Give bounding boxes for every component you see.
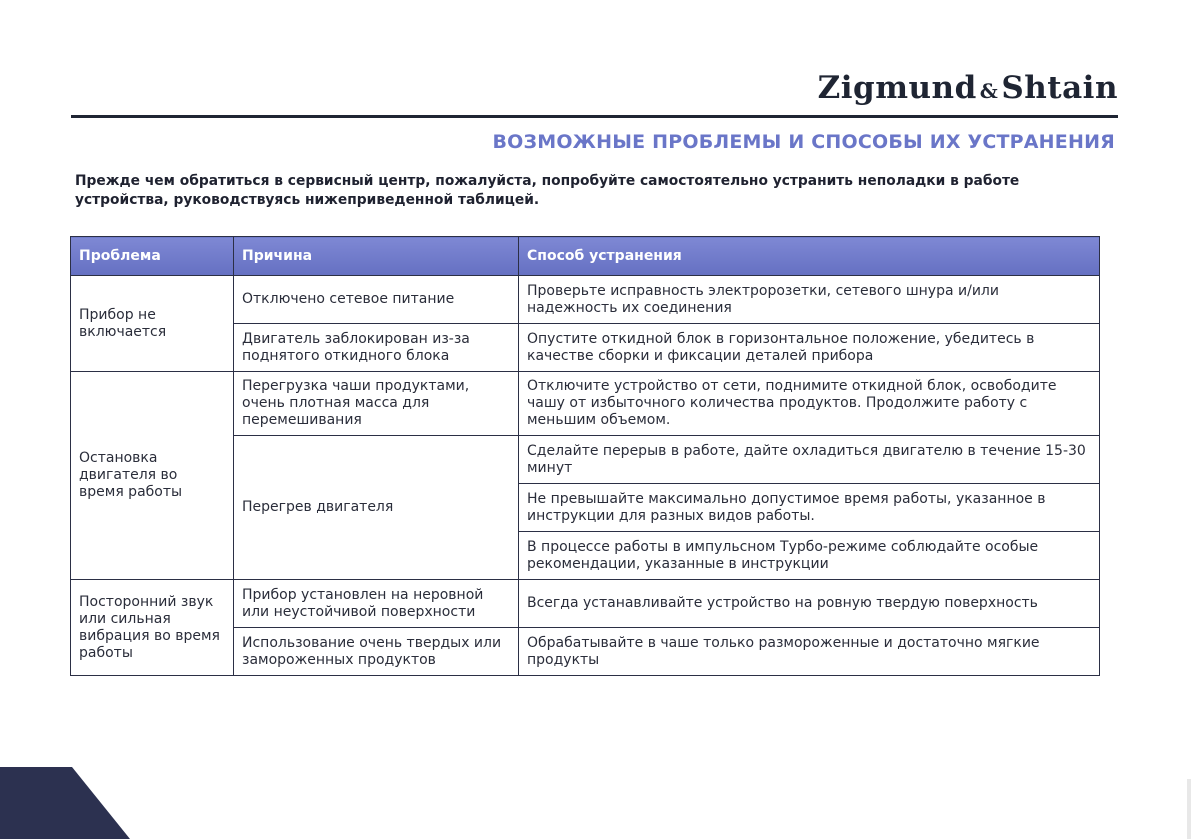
solution-cell: Не превышайте максимально допустимое время работы, указанное в инструкции для разных видов работы.: [519, 484, 1100, 532]
brand-logo: [818, 70, 1118, 106]
table-row: [71, 276, 1100, 324]
header-problem: Проблема: [71, 237, 234, 276]
header-divider: [71, 115, 1118, 118]
header-cause: Причина: [234, 237, 519, 276]
problem-cell: Посторонний звук или сильная вибрация во время работы: [71, 580, 234, 676]
troubleshooting-table: [70, 236, 1100, 676]
solution-cell: Проверьте исправность электророзетки, сетевого шнура и/или надежность их соединения: [519, 276, 1100, 324]
solution-cell: Опустите откидной блок в горизонтальное положение, убедитесь в качестве сборки и фиксации деталей прибора: [519, 324, 1100, 372]
page-edge: [1187, 779, 1191, 839]
cause-cell: Перегрузка чаши продуктами, очень плотная масса для перемешивания: [234, 372, 519, 436]
problem-cell: Остановка двигателя во время работы: [71, 372, 234, 580]
cause-cell: Перегрев двигателя: [234, 436, 519, 580]
corner-decoration: [0, 767, 130, 839]
cause-cell: Прибор установлен на неровной или неустойчивой поверхности: [234, 580, 519, 628]
solution-cell: Обрабатывайте в чаше только размороженные и достаточно мягкие продукты: [519, 628, 1100, 676]
table-header-row: [71, 237, 1100, 276]
brand-name-right: Shtain: [1001, 70, 1118, 106]
page-title: ВОЗМОЖНЫЕ ПРОБЛЕМЫ И СПОСОБЫ ИХ УСТРАНЕНИЯ: [492, 131, 1115, 153]
header-solution: Способ устранения: [519, 237, 1100, 276]
cause-cell: Двигатель заблокирован из-за поднятого откидного блока: [234, 324, 519, 372]
cause-cell: Использование очень твердых или замороженных продуктов: [234, 628, 519, 676]
brand-name-left: Zigmund: [817, 70, 977, 106]
solution-cell: В процессе работы в импульсном Турбо-режиме соблюдайте особые рекомендации, указанные в инструкции: [519, 532, 1100, 580]
solution-cell: Всегда устанавливайте устройство на ровную твердую поверхность: [519, 580, 1100, 628]
solution-cell: Сделайте перерыв в работе, дайте охладиться двигателю в течение 15-30 минут: [519, 436, 1100, 484]
brand-ampersand: &: [979, 79, 999, 103]
table-row: [71, 372, 1100, 436]
problem-cell: Прибор не включается: [71, 276, 234, 372]
table-row: [71, 580, 1100, 628]
cause-cell: Отключено сетевое питание: [234, 276, 519, 324]
intro-text: Прежде чем обратиться в сервисный центр, пожалуйста, попробуйте самостоятельно устранить неполадки в работе устройства, руководствуясь нижеприведенной таблицей.: [75, 173, 1020, 208]
solution-cell: Отключите устройство от сети, поднимите откидной блок, освободите чашу от избыточного количества продуктов. Продолжите работу с меньшим объемом.: [519, 372, 1100, 436]
